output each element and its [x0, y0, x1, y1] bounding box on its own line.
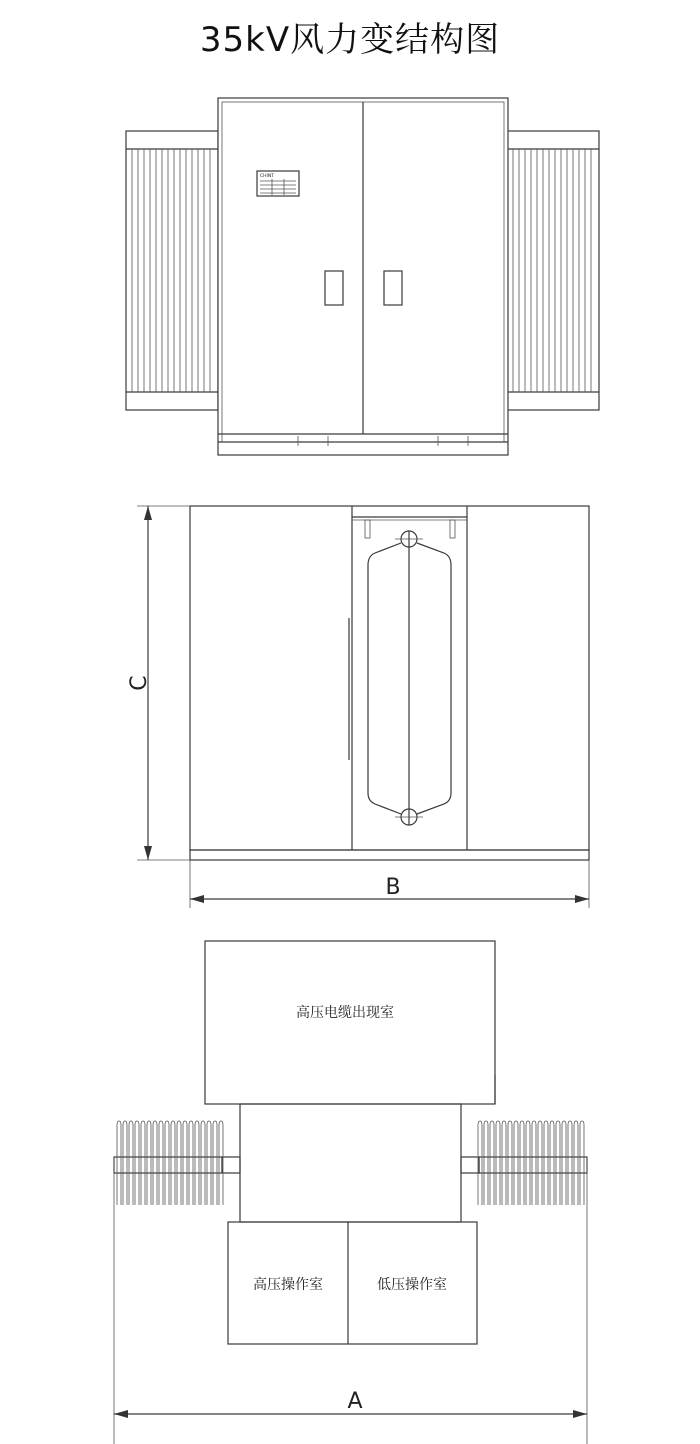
transformer-body — [240, 1104, 461, 1222]
front-view — [126, 98, 599, 455]
front-cabinet — [218, 98, 508, 455]
left-radiator-plan — [114, 1121, 223, 1205]
left-radiator — [126, 131, 218, 410]
nameplate-brand: CHINT — [260, 174, 274, 179]
dimension-b — [190, 860, 589, 908]
dimension-a-label: A — [347, 1389, 363, 1414]
right-radiator — [507, 131, 599, 410]
page-title: 35kV风力变结构图 — [199, 20, 501, 60]
right-radiator-plan — [478, 1121, 587, 1205]
hv-operation-room-label: 高压操作室 — [253, 1277, 323, 1293]
dimension-c — [127, 506, 190, 860]
dimension-c-label: C — [127, 675, 152, 691]
lv-operation-room-label: 低压操作室 — [377, 1277, 447, 1293]
dimension-a — [114, 1157, 587, 1444]
plan-view — [114, 941, 587, 1444]
hv-cable-outlet-room — [205, 941, 495, 1104]
side-view — [127, 506, 589, 908]
operation-rooms — [228, 1222, 477, 1344]
dimension-b-label: B — [385, 875, 401, 900]
hv-cable-outlet-room-label: 高压电缆出现室 — [296, 1005, 394, 1021]
